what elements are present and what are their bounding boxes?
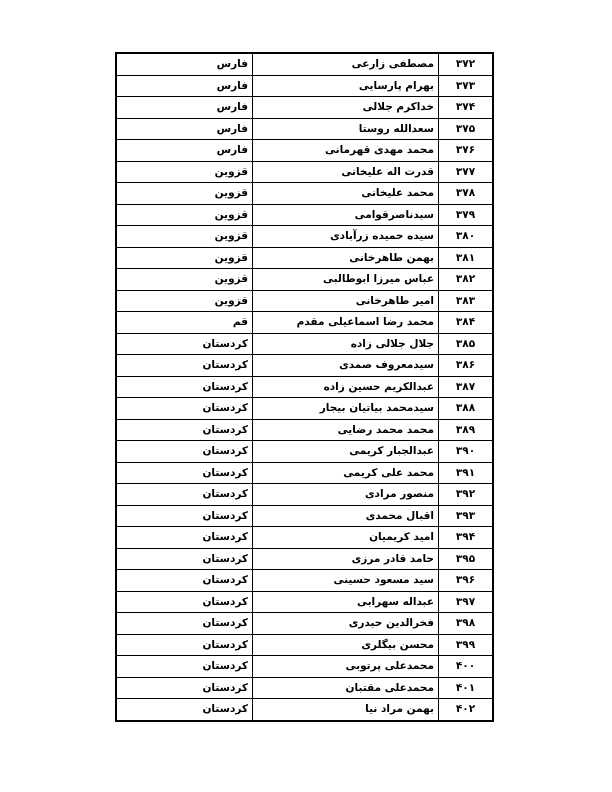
row-number: ۳۸۰ — [439, 226, 494, 248]
person-name: محمد رضا اسماعیلی مقدم — [253, 312, 439, 334]
province: کردستان — [116, 677, 253, 699]
province: کردستان — [116, 634, 253, 656]
table-row — [116, 398, 493, 420]
table-row — [116, 161, 493, 183]
province: کردستان — [116, 656, 253, 678]
province: کردستان — [116, 484, 253, 506]
row-number: ۳۷۹ — [439, 204, 494, 226]
province: فارس — [116, 118, 253, 140]
row-number: ۳۷۸ — [439, 183, 494, 205]
table-row — [116, 140, 493, 162]
person-name: سیدمعروف صمدی — [253, 355, 439, 377]
province: قزوین — [116, 183, 253, 205]
row-number: ۳۸۵ — [439, 333, 494, 355]
table-row — [116, 333, 493, 355]
row-number: ۳۷۴ — [439, 97, 494, 119]
province: کردستان — [116, 355, 253, 377]
row-number: ۳۸۷ — [439, 376, 494, 398]
person-name: محمد علی کریمی — [253, 462, 439, 484]
province: کردستان — [116, 333, 253, 355]
row-number: ۳۹۷ — [439, 591, 494, 613]
province: قزوین — [116, 247, 253, 269]
province: کردستان — [116, 419, 253, 441]
province: کردستان — [116, 527, 253, 549]
table-row — [116, 462, 493, 484]
person-name: منصور مرادی — [253, 484, 439, 506]
table-row — [116, 290, 493, 312]
table-row — [116, 419, 493, 441]
person-name: عباس میرزا ابوطالبی — [253, 269, 439, 291]
person-name: محسن بیگلری — [253, 634, 439, 656]
row-number: ۳۷۵ — [439, 118, 494, 140]
province: کردستان — [116, 570, 253, 592]
row-number: ۳۷۲ — [439, 53, 494, 75]
person-name: محمد علیخانی — [253, 183, 439, 205]
person-name: بهمن مراد نیا — [253, 699, 439, 721]
table-row — [116, 613, 493, 635]
table-row — [116, 247, 493, 269]
person-name: محمدعلی پرتوبی — [253, 656, 439, 678]
table-row — [116, 226, 493, 248]
row-number: ۳۸۹ — [439, 419, 494, 441]
province: کردستان — [116, 462, 253, 484]
table-row — [116, 118, 493, 140]
person-name: عبدالکریم حسین زاده — [253, 376, 439, 398]
person-name: محمد مهدی قهرمانی — [253, 140, 439, 162]
row-number: ۳۹۴ — [439, 527, 494, 549]
row-number: ۳۹۹ — [439, 634, 494, 656]
province: کردستان — [116, 505, 253, 527]
province: کردستان — [116, 376, 253, 398]
table-row — [116, 570, 493, 592]
table-row — [116, 699, 493, 721]
table-row — [116, 312, 493, 334]
row-number: ۴۰۱ — [439, 677, 494, 699]
province: کردستان — [116, 591, 253, 613]
table-row — [116, 441, 493, 463]
roster-table — [115, 52, 494, 722]
person-name: سید مسعود حسینی — [253, 570, 439, 592]
person-name: محمد محمد رضایی — [253, 419, 439, 441]
row-number: ۳۹۶ — [439, 570, 494, 592]
table-row — [116, 204, 493, 226]
province: کردستان — [116, 441, 253, 463]
row-number: ۳۸۳ — [439, 290, 494, 312]
person-name: عبدالجبار کریمی — [253, 441, 439, 463]
person-name: بهرام پارسایی — [253, 75, 439, 97]
person-name: امید کریمیان — [253, 527, 439, 549]
province: قم — [116, 312, 253, 334]
row-number: ۳۹۰ — [439, 441, 494, 463]
province: فارس — [116, 75, 253, 97]
person-name: بهمن طاهرخانی — [253, 247, 439, 269]
roster-table-body — [116, 53, 493, 721]
row-number: ۳۸۸ — [439, 398, 494, 420]
person-name: سعدالله روستا — [253, 118, 439, 140]
row-number: ۳۷۶ — [439, 140, 494, 162]
table-row — [116, 376, 493, 398]
person-name: سیده حمیده زرآبادی — [253, 226, 439, 248]
table-row — [116, 677, 493, 699]
person-name: جلال جلالی زاده — [253, 333, 439, 355]
row-number: ۴۰۲ — [439, 699, 494, 721]
row-number: ۳۹۲ — [439, 484, 494, 506]
person-name: خداکرم جلالی — [253, 97, 439, 119]
province: کردستان — [116, 613, 253, 635]
table-row — [116, 53, 493, 75]
row-number: ۳۹۳ — [439, 505, 494, 527]
table-row — [116, 548, 493, 570]
person-name: امیر طاهرخانی — [253, 290, 439, 312]
table-row — [116, 591, 493, 613]
table-row — [116, 75, 493, 97]
person-name: عبداله سهرابی — [253, 591, 439, 613]
table-row — [116, 656, 493, 678]
province: قزوین — [116, 226, 253, 248]
table-row — [116, 527, 493, 549]
table-row — [116, 355, 493, 377]
table-row — [116, 634, 493, 656]
table-row — [116, 505, 493, 527]
province: قزوین — [116, 204, 253, 226]
person-name: محمدعلی مقتبان — [253, 677, 439, 699]
row-number: ۳۸۶ — [439, 355, 494, 377]
province: قزوین — [116, 269, 253, 291]
row-number: ۳۸۱ — [439, 247, 494, 269]
table-row — [116, 484, 493, 506]
person-name: حامد قادر مرزی — [253, 548, 439, 570]
province: کردستان — [116, 548, 253, 570]
table-row — [116, 183, 493, 205]
province: کردستان — [116, 699, 253, 721]
province: فارس — [116, 140, 253, 162]
person-name: قدرت اله علیخانی — [253, 161, 439, 183]
province: قزوین — [116, 161, 253, 183]
person-name: سیدناصرقوامی — [253, 204, 439, 226]
province: فارس — [116, 97, 253, 119]
person-name: سیدمحمد بیاتیان بیجار — [253, 398, 439, 420]
province: کردستان — [116, 398, 253, 420]
row-number: ۴۰۰ — [439, 656, 494, 678]
person-name: اقبال محمدی — [253, 505, 439, 527]
person-name: مصطفی زارعی — [253, 53, 439, 75]
table-row — [116, 269, 493, 291]
row-number: ۳۷۷ — [439, 161, 494, 183]
province: فارس — [116, 53, 253, 75]
table-row — [116, 97, 493, 119]
row-number: ۳۹۵ — [439, 548, 494, 570]
row-number: ۳۷۳ — [439, 75, 494, 97]
row-number: ۳۹۸ — [439, 613, 494, 635]
row-number: ۳۸۲ — [439, 269, 494, 291]
row-number: ۳۸۴ — [439, 312, 494, 334]
province: قزوین — [116, 290, 253, 312]
person-name: فخرالدین حیدری — [253, 613, 439, 635]
row-number: ۳۹۱ — [439, 462, 494, 484]
